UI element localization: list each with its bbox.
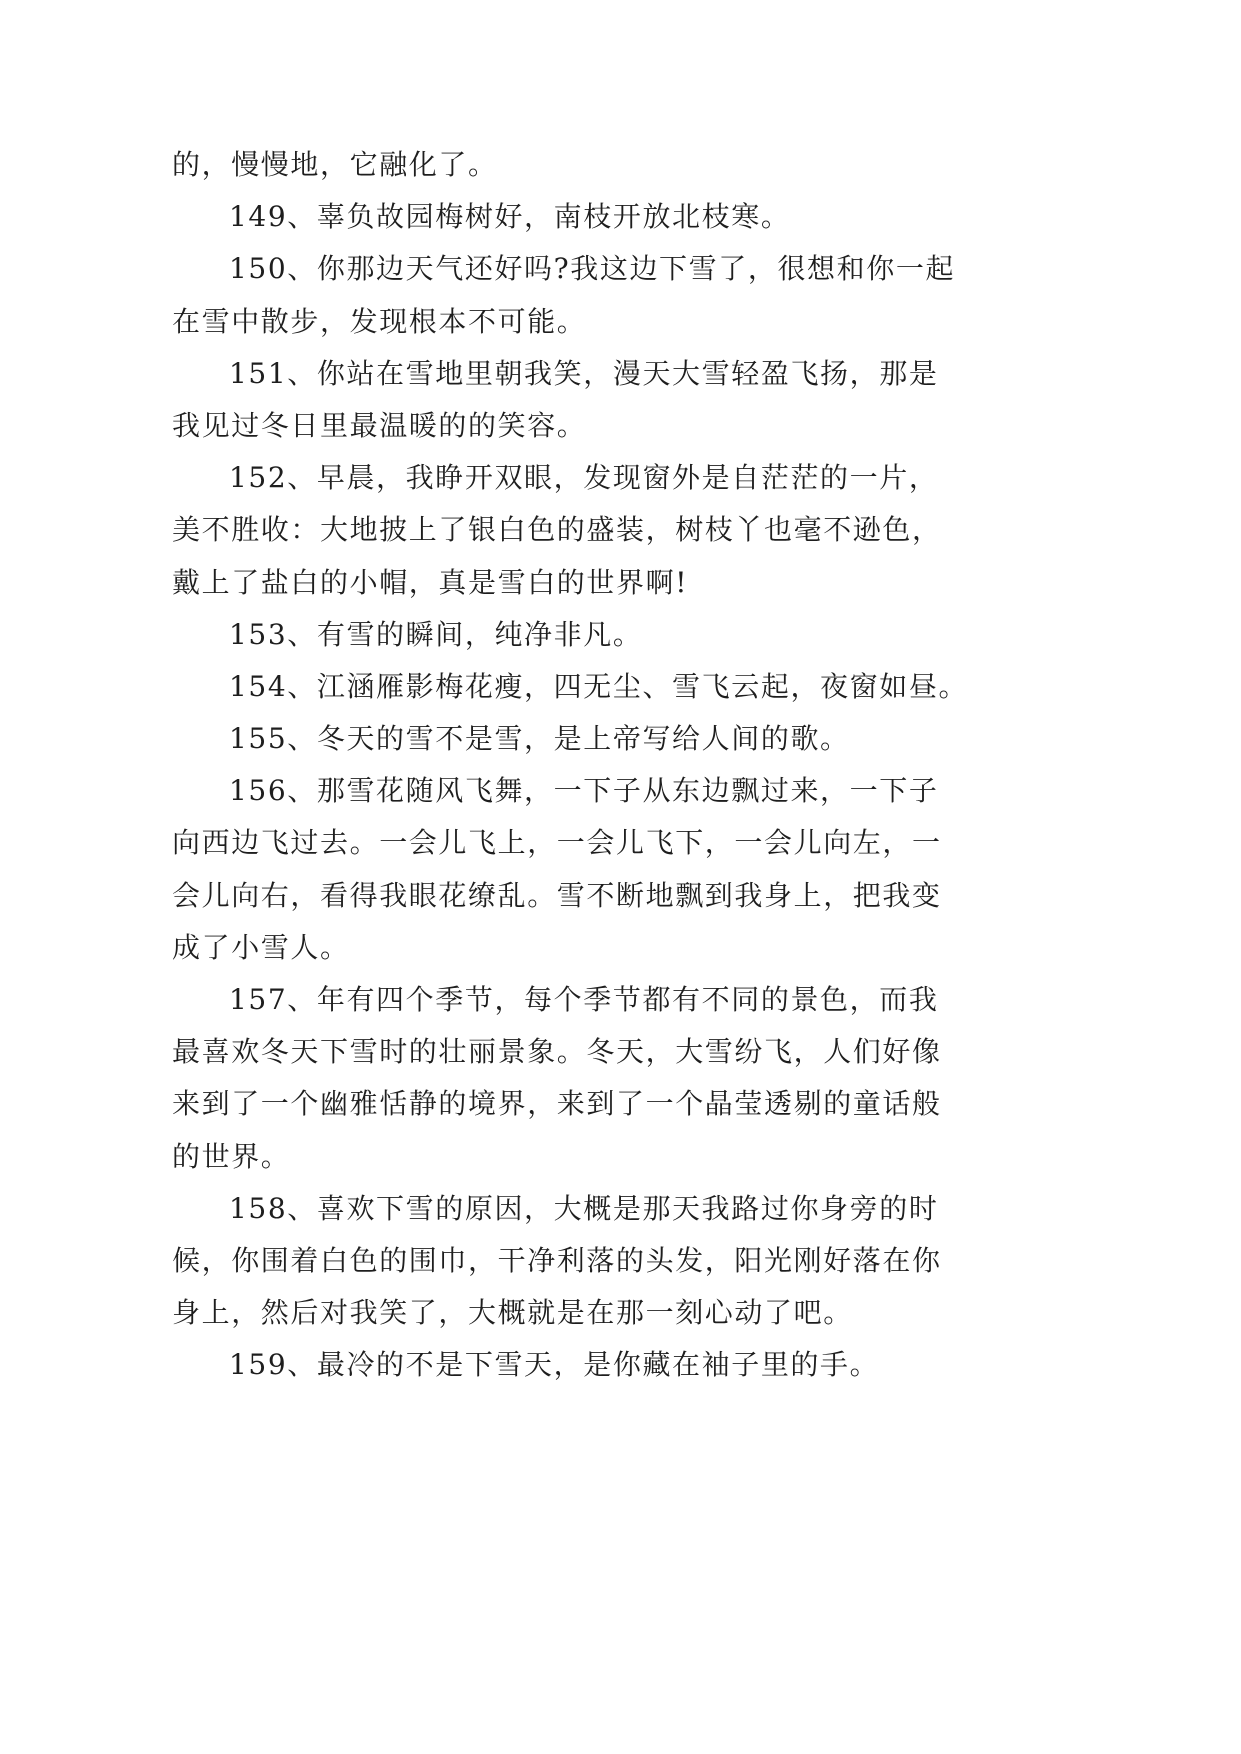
paragraph-line: 151、你站在雪地里朝我笑，漫天大雪轻盈飞扬，那是 (229, 356, 939, 390)
paragraph-line: 最喜欢冬天下雪时的壮丽景象。冬天，大雪纷飞，人们好像 (172, 1035, 942, 1069)
paragraph-150 (172, 243, 1132, 347)
paragraph-line: 154、江涵雁影梅花瘦，四无尘、雪飞云起，夜窗如昼。 (229, 669, 969, 703)
paragraph-line: 会儿向右，看得我眼花缭乱。雪不断地飘到我身上，把我变 (172, 878, 942, 912)
paragraph-line: 我见过冬日里最温暖的的笑容。 (172, 408, 587, 442)
paragraph-156 (172, 765, 1132, 974)
paragraph-line: 155、冬天的雪不是雪，是上帝写给人间的歌。 (229, 722, 850, 756)
paragraph-153 (172, 609, 1132, 661)
paragraph-155 (172, 713, 1132, 765)
paragraph-line: 美不胜收：大地披上了银白色的盛装，树枝丫也毫不逊色， (172, 513, 942, 547)
document-page (172, 139, 1132, 1392)
paragraph-line: 157、年有四个季节，每个季节都有不同的景色，而我 (229, 983, 939, 1016)
paragraph-line: 149、辜负故园梅树好，南枝开放北枝寒。 (229, 200, 791, 234)
paragraph-line: 153、有雪的瞬间，纯净非凡。 (229, 617, 643, 651)
paragraph-line: 159、最冷的不是下雪天，是你藏在袖子里的手。 (229, 1348, 880, 1382)
paragraph-149 (172, 191, 1132, 243)
paragraph-line: 150、你那边天气还好吗?我这边下雪了，很想和你一起 (229, 252, 956, 286)
paragraph-line: 向西边飞过去。一会儿飞上，一会儿飞下，一会儿向左，一 (172, 826, 942, 860)
paragraph-159 (172, 1339, 1132, 1391)
paragraph-line: 的，慢慢地，它融化了。 (172, 148, 498, 181)
paragraph-152 (172, 452, 1132, 609)
paragraph-line: 的世界。 (172, 1139, 291, 1173)
paragraph-158 (172, 1183, 1132, 1340)
paragraph-line: 来到了一个幽雅恬静的境界，来到了一个晶莹透剔的童话般 (172, 1087, 942, 1121)
paragraph-line: 158、喜欢下雪的原因，大概是那天我路过你身旁的时 (229, 1191, 939, 1225)
paragraph-line: 成了小雪人。 (172, 930, 350, 964)
paragraph-continuation (172, 139, 1132, 191)
paragraph-151 (172, 348, 1132, 452)
paragraph-line: 152、早晨，我睁开双眼，发现窗外是自茫茫的一片， (229, 461, 939, 495)
paragraph-line: 身上，然后对我笑了，大概就是在那一刻心动了吧。 (172, 1296, 853, 1330)
paragraph-154 (172, 661, 1132, 713)
paragraph-157 (172, 974, 1132, 1183)
paragraph-line: 156、那雪花随风飞舞，一下子从东边飘过来，一下子 (229, 774, 939, 808)
paragraph-line: 候，你围着白色的围巾，干净利落的头发，阳光刚好落在你 (172, 1243, 942, 1277)
paragraph-line: 戴上了盐白的小帽，真是雪白的世界啊! (172, 565, 689, 599)
paragraph-line: 在雪中散步，发现根本不可能。 (172, 304, 587, 338)
